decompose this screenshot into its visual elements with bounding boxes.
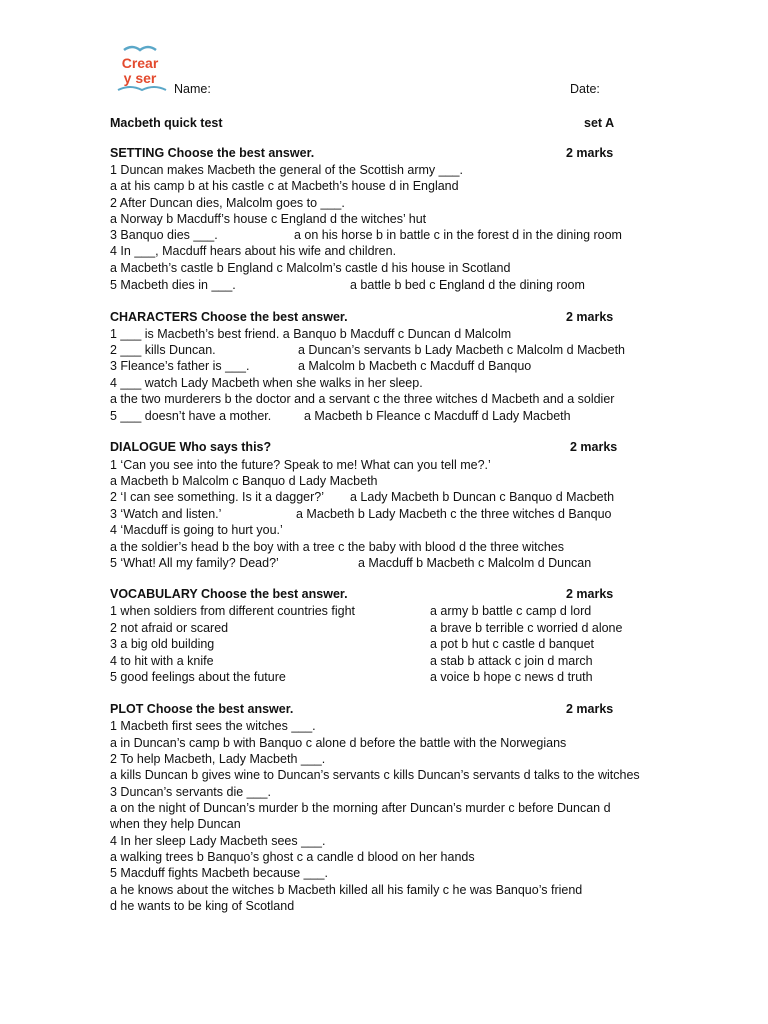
vocabulary-marks: 2 marks bbox=[566, 587, 614, 601]
vocabulary-q1: 1 when soldiers from different countries fight bbox=[110, 604, 356, 618]
characters-q5-options: a Macbeth b Fleance c Macduff d Lady Macbeth bbox=[304, 409, 571, 423]
vocabulary-q4: 4 to hit with a knife bbox=[110, 654, 214, 668]
dialogue-q5-options: a Macduff b Macbeth c Malcolm d Duncan bbox=[358, 556, 592, 570]
plot-line: when they help Duncan bbox=[110, 817, 241, 831]
characters-q3: 3 Fleance’s father is ___. bbox=[110, 359, 250, 373]
setting-q2: 2 After Duncan dies, Malcolm goes to ___. bbox=[110, 196, 345, 210]
date-label: Date: bbox=[570, 82, 600, 96]
plot-line: a walking trees b Banquo’s ghost c a candle d blood on her hands bbox=[110, 850, 475, 864]
plot-line: 4 In her sleep Lady Macbeth sees ___. bbox=[110, 834, 326, 848]
characters-q2: 2 ___ kills Duncan. bbox=[110, 343, 216, 357]
dialogue-q3: 3 ‘Watch and listen.’ bbox=[110, 507, 222, 521]
plot-line: 3 Duncan’s servants die ___. bbox=[110, 785, 271, 799]
vocabulary-q3: 3 a big old building bbox=[110, 637, 215, 651]
plot-line: 5 Macduff fights Macbeth because ___. bbox=[110, 866, 328, 880]
dialogue-q1: 1 ‘Can you see into the future? Speak to me! What can you tell me?.’ bbox=[110, 458, 491, 472]
logo-text-line2: y ser bbox=[123, 70, 157, 86]
setting-marks: 2 marks bbox=[566, 146, 614, 160]
characters-q1: 1 ___ is Macbeth’s best friend. a Banquo b Macduff c Duncan d Malcolm bbox=[110, 327, 512, 341]
plot-line: d he wants to be king of Scotland bbox=[110, 899, 295, 913]
setting-q5-options: a battle b bed c England d the dining room bbox=[350, 278, 585, 292]
characters-heading: CHARACTERS Choose the best answer. bbox=[110, 310, 348, 324]
vocabulary-a2: a brave b terrible c worried d alone bbox=[430, 621, 623, 635]
setting-q4: 4 In ___, Macduff hears about his wife and children. bbox=[110, 244, 397, 258]
page-title: Macbeth quick test bbox=[110, 116, 223, 130]
setting-q3-options: a on his horse b in battle c in the forest d in the dining room bbox=[294, 228, 622, 242]
plot-line: a in Duncan’s camp b with Banquo c alone d before the battle with the Norwegians bbox=[110, 736, 567, 750]
dialogue-heading: DIALOGUE Who says this? bbox=[110, 440, 272, 454]
characters-q4-options: a the two murderers b the doctor and a servant c the three witches d Macbeth and a soldier bbox=[110, 392, 615, 406]
plot-line: a kills Duncan b gives wine to Duncan’s servants c kills Duncan’s servants d talks to the witches bbox=[110, 768, 640, 782]
logo-text-line1: Crear bbox=[121, 55, 159, 71]
setting-q3: 3 Banquo dies ___. bbox=[110, 228, 218, 242]
setting-q5: 5 Macbeth dies in ___. bbox=[110, 278, 236, 292]
dialogue-q5: 5 ‘What! All my family? Dead?’ bbox=[110, 556, 279, 570]
plot-marks: 2 marks bbox=[566, 702, 614, 716]
dialogue-q2-options: a Lady Macbeth b Duncan c Banquo d Macbeth bbox=[350, 490, 615, 504]
dialogue-q3-options: a Macbeth b Lady Macbeth c the three witches d Banquo bbox=[296, 507, 612, 521]
vocabulary-heading: VOCABULARY Choose the best answer. bbox=[110, 587, 348, 601]
vocabulary-a3: a pot b hut c castle d banquet bbox=[430, 637, 595, 651]
characters-q4: 4 ___ watch Lady Macbeth when she walks in her sleep. bbox=[110, 376, 423, 390]
characters-q2-options: a Duncan’s servants b Lady Macbeth c Malcolm d Macbeth bbox=[298, 343, 626, 357]
plot-line: a he knows about the witches b Macbeth killed all his family c he was Banquo’s friend bbox=[110, 883, 583, 897]
dialogue-marks: 2 marks bbox=[570, 440, 618, 454]
vocabulary-q5: 5 good feelings about the future bbox=[110, 670, 286, 684]
dialogue-q4: 4 ‘Macduff is going to hurt you.’ bbox=[110, 523, 283, 537]
setting-heading: SETTING Choose the best answer. bbox=[110, 146, 315, 160]
dialogue-q4-options: a the soldier’s head b the boy with a tree c the baby with blood d the three witches bbox=[110, 540, 564, 554]
setting-q2-options: a Norway b Macduff’s house c England d the witches’ hut bbox=[110, 212, 427, 226]
characters-q3-options: a Malcolm b Macbeth c Macduff d Banquo bbox=[298, 359, 532, 373]
setting-q4-options: a Macbeth’s castle b England c Malcolm’s castle d his house in Scotland bbox=[110, 261, 511, 275]
plot-line: 1 Macbeth first sees the witches ___. bbox=[110, 719, 316, 733]
dialogue-q2: 2 ‘I can see something. Is it a dagger?’ bbox=[110, 490, 325, 504]
plot-line: 2 To help Macbeth, Lady Macbeth ___. bbox=[110, 752, 326, 766]
characters-q5: 5 ___ doesn’t have a mother. bbox=[110, 409, 272, 423]
name-label: Name: bbox=[174, 82, 211, 96]
vocabulary-a5: a voice b hope c news d truth bbox=[430, 670, 593, 684]
vocabulary-a4: a stab b attack c join d march bbox=[430, 654, 593, 668]
plot-heading: PLOT Choose the best answer. bbox=[110, 702, 294, 716]
characters-marks: 2 marks bbox=[566, 310, 614, 324]
dialogue-q1-options: a Macbeth b Malcolm c Banquo d Lady Macbeth bbox=[110, 474, 378, 488]
crear-y-ser-logo bbox=[110, 44, 170, 96]
set-label: set A bbox=[584, 116, 615, 130]
setting-q1: 1 Duncan makes Macbeth the general of the Scottish army ___. bbox=[110, 163, 463, 177]
vocabulary-q2: 2 not afraid or scared bbox=[110, 621, 229, 635]
plot-line: a on the night of Duncan’s murder b the morning after Duncan’s murder c before Duncan d bbox=[110, 801, 611, 815]
setting-q1-options: a at his camp b at his castle c at Macbeth’s house d in England bbox=[110, 179, 459, 193]
vocabulary-a1: a army b battle c camp d lord bbox=[430, 604, 592, 618]
